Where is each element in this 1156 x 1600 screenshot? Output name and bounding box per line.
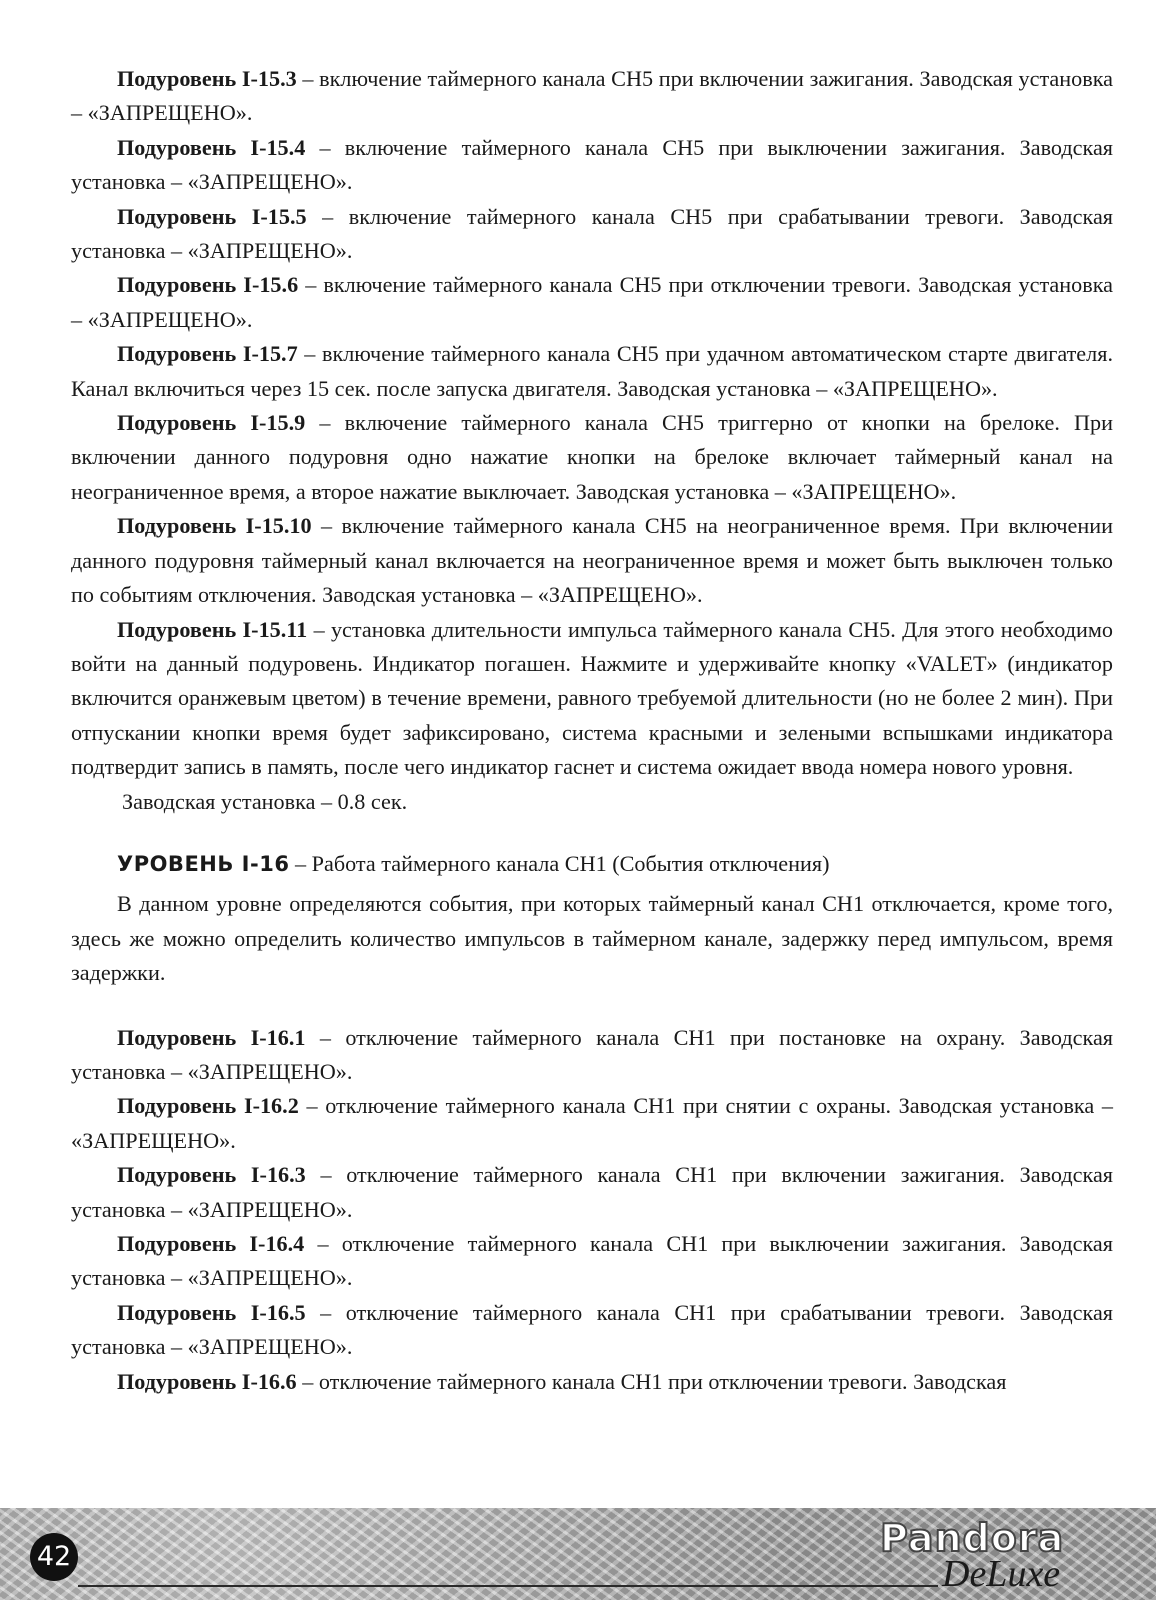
footer-rule xyxy=(78,1585,938,1587)
sublevel-text: – отключение таймерного канала CH1 при постановке на охрану. Заводская установка – «ЗАПРЕЩЕНО». xyxy=(71,1024,1113,1084)
sublevel-text: – отключение таймерного канала CH1 при включении зажигания. Заводская установка – «ЗАПРЕЩЕНО». xyxy=(71,1162,1114,1222)
sublevel-text: – отключение таймерного канала CH1 при срабатывании тревоги. Заводская установка – «ЗАПРЕЩЕНО». xyxy=(71,1299,1113,1360)
paragraph-i15-11 xyxy=(71,613,1113,785)
paragraph-i16-5 xyxy=(71,1296,1113,1365)
sublevel-text: – отключение таймерного канала CH1 при снятии с охраны. Заводская установка – «ЗАПРЕЩЕНО». xyxy=(71,1093,1113,1153)
factory-setting-note: Заводская установка – 0.8 сек. xyxy=(122,788,408,814)
sublevel-text: – включение таймерного канала CH5 при срабатывании тревоги. Заводская установка – «ЗАПРЕЩЕНО». xyxy=(71,203,1114,264)
paragraph-i16-1 xyxy=(71,1021,1113,1090)
paragraph-i15-3 xyxy=(71,62,1113,131)
paragraph-i16-3 xyxy=(71,1158,1113,1227)
sublevel-label: Подуровень I-15.4 xyxy=(117,134,306,160)
paragraph-i15-9 xyxy=(71,406,1113,509)
sublevel-text: – отключение таймерного канала CH1 при выключении зажигания. Заводская установка – «ЗАПРЕЩЕНО». xyxy=(71,1231,1113,1291)
paragraph-i16-2 xyxy=(71,1089,1113,1158)
brand-sub: DeLuxe xyxy=(942,1553,1061,1595)
sublevel-text: – включение таймерного канала CH5 триггерно от кнопки на брелоке. При включении данного подуровня одно нажатие кнопки на брелоке включает таймерный канал на неограниченное время, а второе нажатие выключает. Заводская установка – «ЗАПРЕЩЕНО». xyxy=(71,410,1113,504)
paragraph-i15-4 xyxy=(71,131,1113,200)
sublevel-label: Подуровень I-16.1 xyxy=(117,1024,306,1050)
sublevel-label: Подуровень I-15.6 xyxy=(117,272,299,298)
level-heading xyxy=(71,847,1113,881)
sublevel-label: Подуровень I-15.3 xyxy=(117,66,297,91)
page-number-badge: 42 xyxy=(30,1533,78,1581)
sublevel-text: – включение таймерного канала CH5 при включении зажигания. Заводская установка – «ЗАПРЕЩЕНО». xyxy=(71,66,1113,126)
sublevels-i15 xyxy=(71,62,1113,819)
level-intro: В данном уровне определяются события, при которых таймерный канал CH1 отключается, кроме того, здесь же можно определить количество импульсов в таймерном канале, задержку перед импульсом, время задержки. xyxy=(71,891,1113,986)
paragraph-i16-6 xyxy=(71,1365,1113,1399)
level-heading-label: УРОВЕНЬ I-16 xyxy=(117,851,290,876)
sublevel-label: Подуровень I-15.9 xyxy=(117,410,306,436)
brand-name: Pandora xyxy=(880,1516,1065,1560)
sublevel-label: Подуровень I-15.11 xyxy=(117,616,308,642)
sublevel-label: Подуровень I-16.6 xyxy=(117,1368,297,1394)
sublevel-label: Подуровень I-15.7 xyxy=(117,341,298,367)
sublevel-text: – включение таймерного канала CH5 при отключении тревоги. Заводская установка – «ЗАПРЕЩЕНО». xyxy=(71,272,1114,332)
sublevel-text: – включение таймерного канала CH5 на неограниченное время. При включении данного подуровня таймерный канал включается на неограниченное время и может быть выключен только по событиям отключения. Заводская установка – «ЗАПРЕЩЕНО». xyxy=(71,513,1114,608)
paragraph-i16-4 xyxy=(71,1227,1113,1296)
brand-logo xyxy=(880,1516,1120,1596)
paragraph-i15-6 xyxy=(71,268,1113,337)
sublevel-label: Подуровень I-16.2 xyxy=(117,1093,299,1119)
paragraph-i15-5 xyxy=(71,200,1113,269)
sublevel-label: Подуровень I-16.4 xyxy=(117,1231,305,1256)
paragraph-i15-10 xyxy=(71,509,1113,612)
sublevels-i16 xyxy=(71,1021,1113,1399)
level-heading-text: – Работа таймерного канала CH1 (События отключения) xyxy=(289,850,830,876)
sublevel-text: – отключение таймерного канала CH1 при отключении тревоги. Заводская xyxy=(296,1368,1007,1394)
sublevel-text: – установка длительности импульса таймерного канала CH5. Для этого необходимо войти на данный подуровень. Индикатор погашен. Нажмите и удерживайте кнопку «VALET» (индикатор включится оранжевым цветом) в течение времени, равного требуемой длительности (но не более 2 мин). При отпускании кнопки время будет зафиксировано, система красными и зелеными вспышками индикатора подтвердит запись в память, после чего индикатор гаснет и система ожидает ввода номера нового уровня. xyxy=(71,616,1113,780)
sublevel-text: – включение таймерного канала CH5 при удачном автоматическом старте двигателя. Канал включиться через 15 сек. после запуска двигателя. Заводская установка – «ЗАПРЕЩЕНО». xyxy=(71,341,1113,401)
sublevel-label: Подуровень I-16.3 xyxy=(117,1162,306,1188)
document-page xyxy=(71,62,1113,1399)
paragraph-i15-7 xyxy=(71,337,1113,406)
sublevel-text: – включение таймерного канала CH5 при выключении зажигания. Заводская установка – «ЗАПРЕЩЕНО». xyxy=(71,134,1114,195)
section-spacer xyxy=(71,991,1113,1021)
sublevel-label: Подуровень I-15.10 xyxy=(117,513,312,539)
sublevel-label: Подуровень I-16.5 xyxy=(117,1299,306,1325)
sublevel-label: Подуровень I-15.5 xyxy=(117,203,307,229)
